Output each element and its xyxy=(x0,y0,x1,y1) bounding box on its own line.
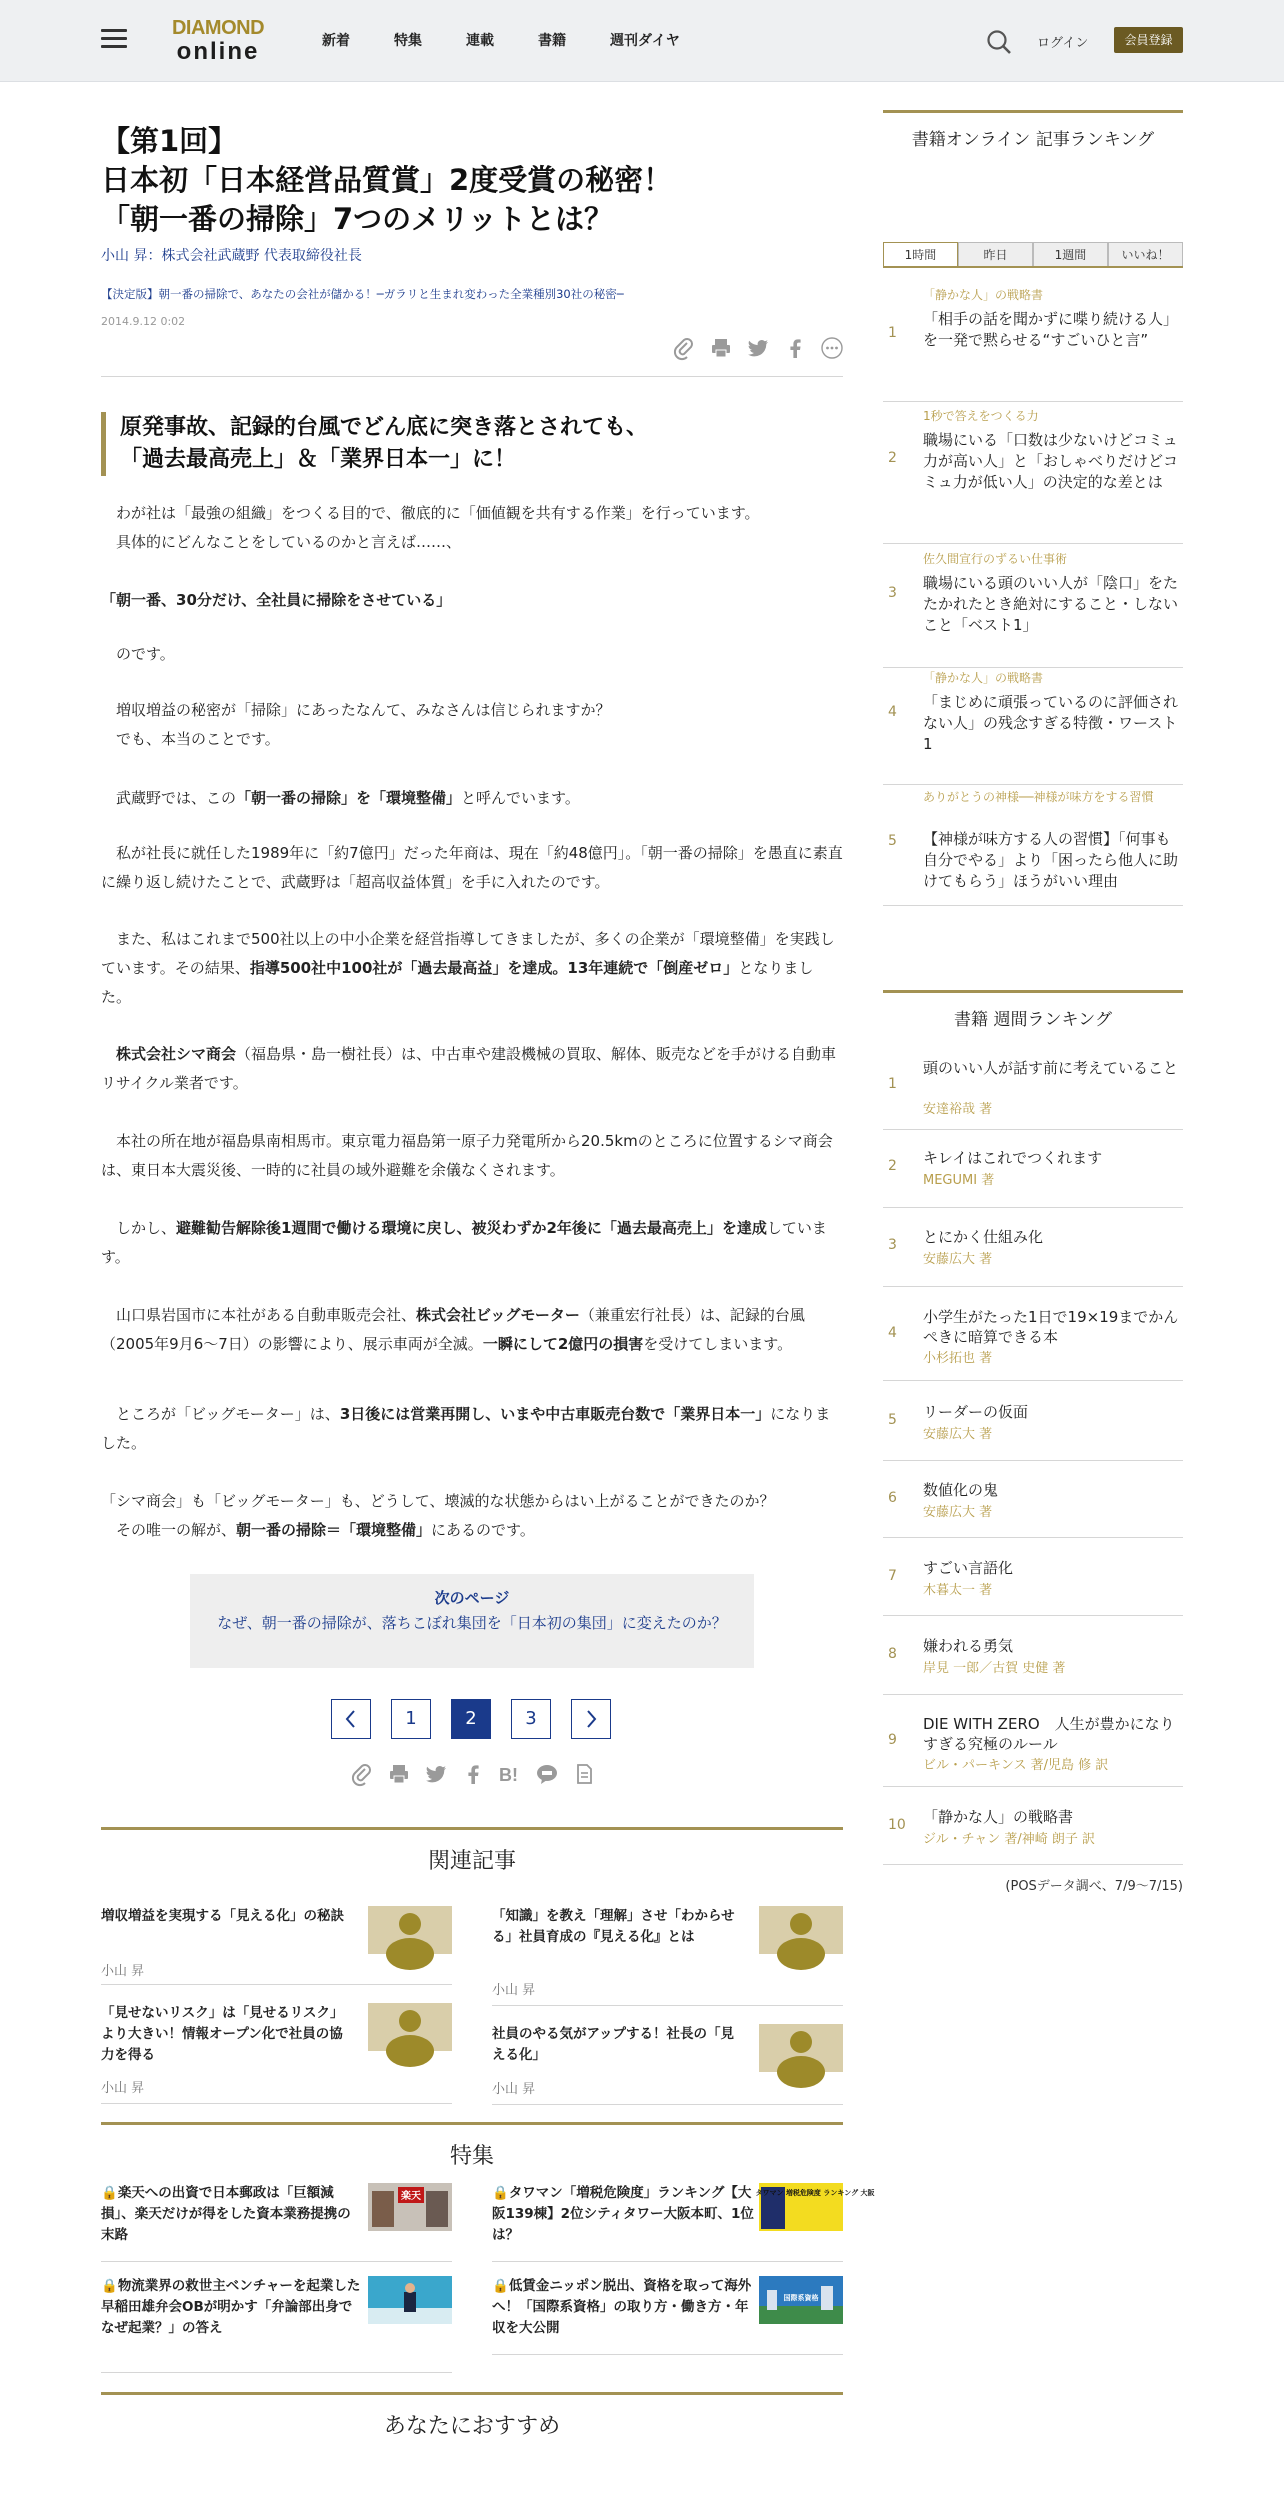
logo-bottom: online xyxy=(176,38,260,65)
related-thumbnail[interactable] xyxy=(368,1906,452,1954)
book-author: 木暮太一 著 xyxy=(923,1583,993,1598)
placeholder-person-icon xyxy=(368,2003,452,2051)
article-title xyxy=(101,122,843,239)
facebook-icon[interactable] xyxy=(462,1763,484,1785)
related-item[interactable] xyxy=(101,1906,452,1985)
pos-data-note: (POSデータ調べ、7/9〜7/15) xyxy=(1005,1879,1183,1894)
logo-top: DIAMOND xyxy=(171,17,265,39)
text: を受けてしまいます。 xyxy=(643,1335,793,1353)
twitter-icon[interactable] xyxy=(747,337,769,359)
feature-item[interactable] xyxy=(492,2276,843,2355)
ranking-item[interactable] xyxy=(883,287,1183,402)
book-title[interactable]: 小学生がたった1日で19×19までかんぺきに暗算できる本 xyxy=(923,1308,1179,1346)
ranking-item[interactable] xyxy=(883,789,1183,906)
ranking-heading: 書籍オンライン 記事ランキング xyxy=(883,110,1183,150)
book-rank: 8 xyxy=(888,1646,897,1662)
text-line: 増収増益の秘密が「掃除」にあったなんて、みなさんは信じられますか？ xyxy=(116,701,611,719)
print-icon[interactable] xyxy=(388,1763,410,1785)
book-author: 安藤広大 著 xyxy=(923,1505,993,1520)
paragraph xyxy=(101,1040,843,1098)
ranking-tabs xyxy=(883,242,1183,268)
book-author: 小杉拓也 著 xyxy=(923,1351,993,1366)
book-author: MEGUMI 著 xyxy=(923,1173,995,1188)
related-item[interactable] xyxy=(492,1906,843,2006)
feature-item[interactable] xyxy=(101,2183,452,2262)
rank-category[interactable]: 1秒で答えをつくる力 xyxy=(923,409,1039,423)
pagination xyxy=(331,1699,631,1739)
nav-weekly[interactable]: 週刊ダイヤ xyxy=(610,33,680,49)
chevron-right-icon xyxy=(584,1709,598,1729)
next-page-label: 次のページ xyxy=(434,1589,510,1607)
book-item[interactable] xyxy=(883,1058,1183,1130)
book-title[interactable]: 数値化の鬼 xyxy=(923,1481,999,1499)
lock-icon: 🔒 xyxy=(101,2185,118,2201)
lead-line: 「過去最高売上」＆「業界日本一」に！ xyxy=(120,446,517,472)
text: となりました。 xyxy=(101,959,814,1006)
book-author: ジル・チャン 著/神崎 朗子 訳 xyxy=(923,1832,1096,1847)
lock-icon: 🔒 xyxy=(492,2185,509,2201)
nav-series[interactable]: 連載 xyxy=(466,33,494,49)
ranking-item[interactable] xyxy=(883,551,1183,668)
related-item[interactable] xyxy=(101,2003,452,2104)
paragraph xyxy=(101,696,843,754)
bold-text: 指導500社中100社が「過去最高益」を達成。13年連続で「倒産ゼロ」 xyxy=(249,959,739,977)
bold-text: 朝一番の掃除＝「環境整備」 xyxy=(236,1521,432,1539)
publish-date: 2014.9.12 0:02 xyxy=(101,315,186,328)
book-author: 岸見 一郎／古賀 史健 著 xyxy=(923,1661,1066,1676)
rank-category[interactable]: 「静かな人」の戦略書 xyxy=(923,671,1044,685)
tab-likes[interactable]: いいね！ xyxy=(1108,242,1183,266)
search-icon[interactable] xyxy=(985,28,1013,56)
related-thumbnail[interactable] xyxy=(759,1906,843,1954)
paragraph xyxy=(101,499,843,557)
bold-text: 「朝一番の掃除」を「環境整備」 xyxy=(236,789,462,807)
text: になりました。 xyxy=(101,1405,831,1452)
book-title[interactable]: キレイはこれでつくれます xyxy=(923,1149,1103,1167)
lock-icon: 🔒 xyxy=(101,2278,118,2294)
ranking-item[interactable] xyxy=(883,670,1183,785)
placeholder-person-icon xyxy=(759,1906,843,1954)
paragraph xyxy=(101,784,843,813)
book-title[interactable]: 「静かな人」の戦略書 xyxy=(923,1808,1074,1826)
feature-thumbnail[interactable] xyxy=(759,2276,843,2324)
book-title[interactable]: とにかく仕組み化 xyxy=(923,1228,1044,1246)
rank-number: 1 xyxy=(888,325,897,341)
facebook-icon[interactable] xyxy=(784,337,806,359)
site-logo[interactable] xyxy=(166,18,270,64)
chevron-left-icon xyxy=(344,1709,358,1729)
text-line: 具体的にどんなことをしているのかと言えば……、 xyxy=(116,533,462,551)
bold-text: 3日後には営業再開し、いまや中古車販売台数で「業界日本一」 xyxy=(339,1405,771,1423)
book-author: 安達裕哉 著 xyxy=(923,1102,993,1117)
feature-item[interactable] xyxy=(492,2183,875,2262)
related-title[interactable]: 増収増益を実現する「見える化」の秘訣 xyxy=(101,1908,344,1924)
text: その唯一の解が、 xyxy=(116,1521,237,1539)
register-button[interactable]: 会員登録 xyxy=(1114,27,1183,53)
text: ところが「ビッグモーター」は、 xyxy=(116,1405,340,1423)
related-thumbnail[interactable] xyxy=(368,2003,452,2051)
feature-title[interactable] xyxy=(101,2183,363,2246)
feature-title-text: タワマン「増税危険度」ランキング【大阪139棟】2位シティタワー大阪本町、1位は？ xyxy=(492,2185,754,2243)
paragraph: 私が社長に就任した1989年に「約7億円」だった年商は、現在「約48億円」。「朝一番の掃除」を愚直に素直に繰り返し続けたことで、武蔵野は「超高収益体質」を手に入れたのです。 xyxy=(101,844,843,891)
book-rank: 10 xyxy=(888,1817,906,1833)
paragraph xyxy=(101,1487,843,1545)
book-item[interactable] xyxy=(883,1480,1183,1538)
book-title[interactable]: 頭のいい人が話す前に考えていること xyxy=(923,1059,1179,1077)
book-rank: 3 xyxy=(888,1237,897,1253)
books-heading: 書籍 週間ランキング xyxy=(883,990,1183,1030)
book-author: ビル・パーキンス 著/児島 修 訳 xyxy=(923,1758,1109,1773)
next-page-button[interactable] xyxy=(571,1699,611,1739)
feature-title-text: 低賃金ニッポン脱出、資格を取って海外へ！「国際系資格」の取り方・働き方・年収を大公開 xyxy=(492,2278,752,2336)
placeholder-person-icon xyxy=(368,1906,452,1954)
text-line: でも、本当のことです。 xyxy=(116,730,280,748)
thumb-caption: 楽天 xyxy=(401,2191,421,2202)
author-link[interactable]: 小山 昇：株式会社武蔵野 代表取締役社長 xyxy=(101,248,362,264)
lock-icon: 🔒 xyxy=(492,2278,509,2294)
prev-page-button[interactable] xyxy=(331,1699,371,1739)
page-1[interactable]: 1 xyxy=(391,1699,431,1739)
rank-number: 4 xyxy=(888,704,897,720)
book-item[interactable] xyxy=(883,1558,1183,1616)
bold-text: 株式会社ビッグモーター xyxy=(416,1306,580,1324)
tab-1hour[interactable]: 1時間 xyxy=(883,242,958,266)
paragraph xyxy=(101,925,843,1012)
related-author: 小山 昇 xyxy=(492,1983,536,1998)
rank-number: 2 xyxy=(888,450,897,466)
related-author: 小山 昇 xyxy=(101,1964,145,1979)
book-title[interactable]: 嫌われる勇気 xyxy=(923,1637,1014,1655)
related-heading: 関連記事 xyxy=(101,1827,843,1887)
book-title[interactable]: すごい言語化 xyxy=(923,1559,1014,1577)
site-header xyxy=(0,0,1284,82)
next-page-link[interactable]: なぜ、朝一番の掃除が、落ちこぼれ集団を「日本初の集団」に変えたのか？ xyxy=(217,1614,727,1632)
book-item[interactable] xyxy=(883,1807,1183,1865)
book-title[interactable]: DIE WITH ZERO 人生が豊かになりすぎる究極のルール xyxy=(923,1715,1175,1753)
book-rank: 4 xyxy=(888,1325,897,1341)
paragraph: のです。 xyxy=(116,645,175,663)
title-line: 「朝一番の掃除」7つのメリットとは？ xyxy=(101,202,614,237)
feature-item[interactable] xyxy=(101,2276,452,2373)
text: しかし、 xyxy=(116,1219,177,1237)
book-item[interactable] xyxy=(883,1148,1183,1208)
feature-title[interactable] xyxy=(101,2276,363,2339)
book-item[interactable] xyxy=(883,1636,1183,1695)
feature-thumbnail[interactable] xyxy=(368,2183,452,2231)
share-bar xyxy=(673,337,843,359)
feature-thumbnail[interactable] xyxy=(755,2183,875,2231)
book-rank: 1 xyxy=(888,1076,897,1092)
share-bar-bottom xyxy=(351,1763,595,1785)
text: （兼重宏行社長）は、記録的台風（2005年9月6〜7日）の影響により、展示車両が全滅。 xyxy=(101,1306,805,1353)
feature-title-text: 楽天への出資で日本郵政は「巨額減損」、楽天だけが得をした資本業務提携の末路 xyxy=(101,2185,351,2243)
hatena-bookmark-icon[interactable] xyxy=(499,1763,523,1785)
book-item[interactable] xyxy=(883,1714,1183,1787)
menu-icon[interactable] xyxy=(101,29,127,49)
clip-icon[interactable] xyxy=(673,337,695,359)
rank-category[interactable]: 佐久間宣行のずるい仕事術 xyxy=(923,552,1068,566)
text: しています。 xyxy=(101,1219,827,1266)
rank-category[interactable]: 「静かな人」の戦略書 xyxy=(923,288,1044,302)
lead-line: 原発事故、記録的台風でどん底に突き落とされても、 xyxy=(120,415,649,440)
rank-number: 3 xyxy=(888,585,897,601)
svg-text:B!: B! xyxy=(499,1765,518,1785)
text: 武蔵野では、この xyxy=(116,789,237,807)
related-title[interactable]: 「見せないリスク」は「見せるリスク」より大きい！情報オープン化で社員の協力を得る xyxy=(101,2005,344,2063)
next-page-box[interactable] xyxy=(190,1574,754,1668)
print-icon[interactable] xyxy=(710,337,732,359)
more-icon[interactable] xyxy=(821,337,843,359)
rank-category[interactable]: ありがとうの神様──神様が味方をする習慣 xyxy=(923,790,1154,804)
clip-icon[interactable] xyxy=(351,1763,373,1785)
rank-number: 5 xyxy=(888,833,897,849)
recommend-heading: あなたにおすすめ xyxy=(101,2392,843,2452)
book-rank: 9 xyxy=(888,1732,897,1748)
book-item[interactable] xyxy=(883,1307,1183,1381)
rank-title[interactable]: 「まじめに頑張っているのに評価されない人」の残念すぎる特徴・ワースト1 xyxy=(923,693,1179,753)
related-author: 小山 昇 xyxy=(492,2082,536,2097)
book-author: 安藤広大 著 xyxy=(923,1427,993,1442)
bold-text: 避難勧告解除後1週間で働ける環境に戻し、被災わずか2年後に「過去最高売上」を達成 xyxy=(176,1219,767,1237)
title-line: 【第1回】 xyxy=(101,124,238,158)
text: （福島県・島一樹社長）は、中古車や建設機械の買取、解体、販売などを手がける自動車リサイクル業者です。 xyxy=(101,1045,837,1092)
text: にあるのです。 xyxy=(431,1521,535,1539)
book-item[interactable] xyxy=(883,1402,1183,1461)
rank-title[interactable]: 職場にいる「口数は少ないけどコミュ力が高い人」と「おしゃべりだけどコミュ力が低い人」の決定的な差とは xyxy=(923,431,1179,491)
book-rank: 7 xyxy=(888,1568,897,1584)
related-author: 小山 昇 xyxy=(101,2081,145,2096)
paragraph xyxy=(101,1214,843,1272)
tab-yesterday[interactable]: 昨日 xyxy=(958,242,1033,266)
text-line: 「シマ商会」も「ビッグモーター」も、どうして、壊滅的な状態からはい上がることができたのか？ xyxy=(101,1492,775,1510)
feature-title[interactable] xyxy=(492,2276,754,2339)
related-title[interactable]: 「知識」を教え「理解」させ「わからせる」社員育成の『見える化』とは xyxy=(492,1908,735,1945)
feature-title[interactable] xyxy=(492,2183,754,2246)
rank-title[interactable]: 【神様が味方する人の習慣】「何事も自分でやる」より「困ったら他人に助けてもらう」ほうがいい理由 xyxy=(923,830,1179,890)
text: また、私はこれまで500社以上の中小企業を経営指導してきましたが、多くの企業が「環境整備」を実践しています。その結果、 xyxy=(101,930,835,977)
bold-text: 一瞬にして2億円の損害 xyxy=(482,1335,644,1353)
divider xyxy=(101,376,843,377)
paragraph: 本社の所在地が福島県南相馬市。東京電力福島第一原子力発電所から20.5kmのところに位置するシマ商会は、東日本大震災後、一時的に社員の域外避難を余儀なくされます。 xyxy=(101,1132,833,1179)
bold-text: 株式会社シマ商会 xyxy=(116,1045,237,1063)
nav-features[interactable]: 特集 xyxy=(394,33,422,49)
global-nav xyxy=(322,30,724,50)
text: 山口県岩国市に本社がある自動車販売会社、 xyxy=(116,1306,417,1324)
features-heading: 特集 xyxy=(101,2122,843,2172)
title-line: 日本初「日本経営品質賞」2度受賞の秘密！ xyxy=(101,163,673,198)
book-rank: 2 xyxy=(888,1158,897,1174)
book-rank: 6 xyxy=(888,1490,897,1506)
related-thumbnail[interactable] xyxy=(759,2024,843,2072)
book-title[interactable]: リーダーの仮面 xyxy=(923,1403,1029,1421)
feature-title-text: 物流業界の救世主ベンチャーを起業した早稲田雄弁会OBが明かす「弁論部出身でなぜ起業？」の答え xyxy=(101,2278,361,2336)
thumb-caption: タワマン 増税危険度 ランキング 大阪 xyxy=(755,2189,875,2197)
book-author: 安藤広大 著 xyxy=(923,1252,993,1267)
note-icon[interactable] xyxy=(573,1763,595,1785)
bold-text: 「朝一番、30分だけ、全社員に掃除をさせている」 xyxy=(101,591,452,609)
text: と呼んでいます。 xyxy=(461,789,580,807)
series-link[interactable]: 【決定版】朝一番の掃除で、あなたの会社が儲かる！─ガラリと生まれ変わった全業種別30社の秘密─ xyxy=(101,287,624,301)
text-line xyxy=(101,1516,843,1545)
placeholder-person-icon xyxy=(759,2024,843,2072)
nav-new[interactable]: 新着 xyxy=(322,33,350,49)
book-rank: 5 xyxy=(888,1412,897,1428)
lead-heading xyxy=(101,412,843,476)
page-3[interactable]: 3 xyxy=(511,1699,551,1739)
paragraph xyxy=(101,586,843,615)
login-link[interactable]: ログイン xyxy=(1037,36,1089,51)
nav-books[interactable]: 書籍 xyxy=(538,33,566,49)
tab-1week[interactable]: 1週間 xyxy=(1033,242,1108,266)
ranking-item[interactable] xyxy=(883,408,1183,544)
feature-thumbnail[interactable] xyxy=(368,2276,452,2324)
page-2-current[interactable]: 2 xyxy=(451,1699,491,1739)
thumb-caption: 国際系資格 xyxy=(783,2294,819,2302)
rank-title[interactable]: 「相手の話を聞かずに喋り続ける人」を一発で黙らせる“すごいひと言” xyxy=(923,310,1179,349)
related-item[interactable] xyxy=(492,2024,843,2105)
rank-title[interactable]: 職場にいる頭のいい人が「陰口」をたたかれたとき絶対にすること・しないこと「ベスト1」 xyxy=(923,574,1179,634)
line-icon[interactable] xyxy=(536,1763,558,1785)
book-item[interactable] xyxy=(883,1227,1183,1287)
text-line: わが社は「最強の組織」をつくる目的で、徹底的に「価値観を共有する作業」を行っています。 xyxy=(116,504,760,522)
twitter-icon[interactable] xyxy=(425,1763,447,1785)
paragraph xyxy=(101,1301,843,1359)
paragraph xyxy=(101,1400,843,1458)
related-title[interactable]: 社員のやる気がアップする！社長の「見える化」 xyxy=(492,2026,735,2063)
